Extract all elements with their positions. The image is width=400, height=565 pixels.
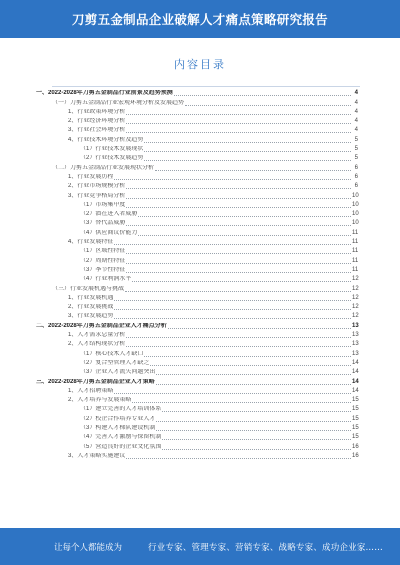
toc-dot-leader bbox=[114, 393, 351, 394]
toc-dot-leader bbox=[114, 179, 351, 180]
toc-entry[interactable] bbox=[0, 162, 400, 171]
toc-entry-page: 15 bbox=[352, 406, 359, 413]
toc-entry-title: （一）刀剪五金制品行业宏观环境分析及发展趋势 bbox=[52, 99, 185, 106]
toc-entry-page: 4 bbox=[354, 108, 358, 115]
toc-dot-leader bbox=[174, 95, 351, 96]
toc-dot-leader bbox=[144, 142, 351, 143]
toc-entry-page: 10 bbox=[352, 192, 359, 199]
toc-entry[interactable] bbox=[0, 116, 400, 125]
toc-entry-page: 5 bbox=[354, 146, 358, 153]
toc-entry-page: 11 bbox=[352, 239, 359, 246]
toc-entry-title: （2）周期性特征 bbox=[80, 257, 126, 264]
toc-entry[interactable] bbox=[0, 311, 400, 320]
toc-entry-page: 15 bbox=[352, 415, 359, 422]
toc-dot-leader bbox=[144, 160, 351, 161]
toc-entry-title: 4、行业发展特征 bbox=[68, 239, 114, 246]
toc-entry-title: （3）构建人才梯队建设机制 bbox=[80, 424, 156, 431]
toc-entry-title: （3）季节性特征 bbox=[80, 266, 126, 273]
toc-entry[interactable] bbox=[0, 283, 400, 292]
toc-entry[interactable] bbox=[0, 200, 400, 209]
toc-dot-leader bbox=[168, 328, 351, 329]
toc-entry[interactable] bbox=[0, 209, 400, 218]
toc-entry-page: 12 bbox=[352, 285, 359, 292]
toc-entry-title: 三、2022-2028年刀剪五金制品企业人才策略 bbox=[36, 378, 155, 385]
toc-entry[interactable] bbox=[0, 339, 400, 348]
toc-entry-page: 14 bbox=[352, 378, 359, 385]
toc-entry-title: 4、行业技术环境分析及趋势 bbox=[68, 136, 144, 143]
toc-entry-title: （4）行业利润水平 bbox=[80, 276, 132, 283]
toc-entry-title: （2）行业技术发展趋势 bbox=[80, 155, 144, 162]
toc-entry[interactable] bbox=[0, 246, 400, 255]
toc-dot-leader bbox=[132, 281, 351, 282]
toc-entry-title: 1、人才需求总量分析 bbox=[68, 332, 126, 339]
toc-entry[interactable] bbox=[0, 218, 400, 227]
toc-entry[interactable] bbox=[0, 255, 400, 264]
toc-dot-leader bbox=[126, 132, 351, 133]
toc-entry[interactable] bbox=[0, 367, 400, 376]
toc-entry-title: 3、行业竞争格局分析 bbox=[68, 192, 126, 199]
toc-dot-leader bbox=[125, 291, 351, 292]
toc-dot-leader bbox=[126, 225, 351, 226]
page-title: 内容目录 bbox=[174, 58, 226, 71]
toc-entry[interactable] bbox=[0, 293, 400, 302]
toc-dot-leader bbox=[126, 253, 351, 254]
toc-entry-title: 3、人才策略实施建议 bbox=[68, 452, 126, 459]
table-of-contents bbox=[0, 88, 400, 460]
toc-dot-leader bbox=[156, 421, 351, 422]
toc-dot-leader bbox=[162, 439, 351, 440]
toc-entry-page: 6 bbox=[354, 173, 358, 180]
toc-entry-title: （2）校企合作培养专业人才 bbox=[80, 415, 156, 422]
footer-bar bbox=[0, 528, 400, 565]
toc-entry[interactable] bbox=[0, 274, 400, 283]
toc-entry[interactable] bbox=[0, 144, 400, 153]
toc-entry-title: （2）复合型管理人才缺乏 bbox=[80, 359, 150, 366]
toc-dot-leader bbox=[155, 170, 351, 171]
title-divider bbox=[52, 86, 360, 87]
toc-entry-title: 3、行业社会环境分析 bbox=[68, 127, 126, 134]
toc-entry-page: 16 bbox=[352, 443, 359, 450]
toc-dot-leader bbox=[126, 458, 351, 459]
toc-dot-leader bbox=[114, 244, 351, 245]
toc-entry-title: （2）潜在进入者威胁 bbox=[80, 211, 138, 218]
toc-dot-leader bbox=[144, 151, 351, 152]
toc-entry-page: 12 bbox=[352, 304, 359, 311]
toc-entry-page: 4 bbox=[354, 90, 358, 97]
toc-entry[interactable] bbox=[0, 302, 400, 311]
toc-entry[interactable] bbox=[0, 227, 400, 236]
toc-entry-page: 14 bbox=[352, 369, 359, 376]
toc-entry-page: 12 bbox=[352, 294, 359, 301]
toc-entry[interactable] bbox=[0, 237, 400, 246]
toc-entry-title: 二、2022-2028年刀剪五金制品企业人才痛点分析 bbox=[36, 322, 167, 329]
toc-entry-page: 14 bbox=[352, 359, 359, 366]
toc-entry-title: 1、行业发展历程 bbox=[68, 173, 114, 180]
toc-dot-leader bbox=[114, 300, 351, 301]
toc-entry[interactable] bbox=[0, 432, 400, 441]
toc-entry[interactable] bbox=[0, 358, 400, 367]
toc-entry-page: 15 bbox=[352, 424, 359, 431]
toc-entry[interactable] bbox=[0, 404, 400, 413]
toc-entry-page: 10 bbox=[352, 211, 359, 218]
toc-entry-page: 5 bbox=[354, 155, 358, 162]
toc-entry-page: 10 bbox=[352, 220, 359, 227]
toc-entry[interactable] bbox=[0, 153, 400, 162]
toc-entry[interactable] bbox=[0, 190, 400, 199]
toc-dot-leader bbox=[126, 346, 351, 347]
toc-entry-page: 4 bbox=[354, 127, 358, 134]
toc-entry-title: （三）行业发展机遇与挑战 bbox=[52, 285, 125, 292]
toc-dot-leader bbox=[162, 449, 351, 450]
toc-entry-title: （4）供应商议价能力 bbox=[80, 229, 138, 236]
toc-dot-leader bbox=[126, 337, 351, 338]
toc-entry-title: （二）刀剪五金制品行业发展现状分析 bbox=[52, 164, 155, 171]
toc-entry-title: （3）替代品威胁 bbox=[80, 220, 126, 227]
toc-entry[interactable] bbox=[0, 265, 400, 274]
toc-dot-leader bbox=[126, 207, 351, 208]
toc-entry[interactable] bbox=[0, 181, 400, 190]
toc-entry[interactable] bbox=[0, 330, 400, 339]
toc-dot-leader bbox=[156, 384, 351, 385]
toc-entry-page: 11 bbox=[352, 248, 359, 255]
toc-dot-leader bbox=[114, 309, 351, 310]
toc-dot-leader bbox=[126, 114, 351, 115]
toc-entry[interactable] bbox=[0, 125, 400, 134]
toc-entry-title: 3、行业发展趋势 bbox=[68, 313, 114, 320]
toc-entry-page: 4 bbox=[354, 99, 358, 106]
toc-entry[interactable] bbox=[0, 423, 400, 432]
toc-entry-page: 6 bbox=[354, 164, 358, 171]
toc-entry[interactable] bbox=[0, 395, 400, 404]
toc-entry-page: 15 bbox=[352, 434, 359, 441]
toc-entry[interactable] bbox=[0, 320, 400, 329]
toc-dot-leader bbox=[114, 318, 351, 319]
header-title: 刀剪五金制品企业破解人才痛点策略研究报告 bbox=[71, 12, 328, 27]
toc-dot-leader bbox=[126, 198, 351, 199]
toc-entry-page: 13 bbox=[352, 322, 359, 329]
toc-entry-title: （4）完善人才激励与保留机制 bbox=[80, 434, 162, 441]
toc-entry[interactable] bbox=[0, 172, 400, 181]
toc-entry-page: 13 bbox=[352, 332, 359, 339]
toc-entry-title: 1、人才招聘策略 bbox=[68, 387, 114, 394]
footer-slogan-right: 行业专家、管理专家、营销专家、战略专家、成功企业家…… bbox=[148, 542, 383, 553]
toc-entry-title: 1、行业发展机遇 bbox=[68, 294, 114, 301]
toc-entry[interactable] bbox=[0, 451, 400, 460]
toc-entry-page: 14 bbox=[352, 387, 359, 394]
toc-entry-page: 10 bbox=[352, 201, 359, 208]
toc-entry[interactable] bbox=[0, 441, 400, 450]
toc-dot-leader bbox=[132, 402, 351, 403]
toc-entry-title: （1）市场集中度 bbox=[80, 201, 126, 208]
toc-entry-title: （1）行业技术发展现状 bbox=[80, 146, 144, 153]
toc-entry-title: （1）建立完善的人才培训体系 bbox=[80, 406, 162, 413]
toc-entry-page: 13 bbox=[352, 350, 359, 357]
toc-entry-page: 16 bbox=[352, 452, 359, 459]
toc-entry-page: 11 bbox=[352, 229, 359, 236]
toc-entry-title: 2、行业经济环境分析 bbox=[68, 118, 126, 125]
toc-entry[interactable] bbox=[0, 88, 400, 97]
toc-dot-leader bbox=[126, 272, 351, 273]
toc-dot-leader bbox=[138, 216, 351, 217]
toc-entry-title: 一、2022-2028年刀剪五金制品行业前景及趋势预测 bbox=[36, 90, 173, 97]
toc-dot-leader bbox=[150, 365, 351, 366]
toc-entry-title: （1）区域性特征 bbox=[80, 248, 126, 255]
toc-entry-title: 2、行业发展挑战 bbox=[68, 304, 114, 311]
toc-dot-leader bbox=[156, 430, 351, 431]
toc-entry-page: 12 bbox=[352, 313, 359, 320]
toc-entry-title: 2、行业市场规模分析 bbox=[68, 183, 126, 190]
toc-entry-page: 11 bbox=[352, 266, 359, 273]
toc-dot-leader bbox=[126, 263, 351, 264]
toc-entry-page: 15 bbox=[352, 397, 359, 404]
toc-entry-title: （1）核心技术人才缺口 bbox=[80, 350, 144, 357]
toc-entry[interactable] bbox=[0, 386, 400, 395]
toc-entry[interactable] bbox=[0, 97, 400, 106]
toc-dot-leader bbox=[138, 235, 351, 236]
toc-dot-leader bbox=[156, 374, 351, 375]
toc-entry-page: 4 bbox=[354, 118, 358, 125]
toc-entry-title: （3）企业人才流失问题突出 bbox=[80, 369, 156, 376]
footer-slogan-left: 让每个人都能成为 bbox=[54, 542, 123, 553]
header-bar bbox=[0, 0, 400, 38]
toc-entry[interactable] bbox=[0, 107, 400, 116]
toc-entry[interactable] bbox=[0, 348, 400, 357]
toc-dot-leader bbox=[126, 188, 351, 189]
toc-entry-title: 2、人才培养与发展策略 bbox=[68, 397, 132, 404]
toc-entry-page: 12 bbox=[352, 276, 359, 283]
toc-entry-title: 1、行业政策环境分析 bbox=[68, 108, 126, 115]
toc-dot-leader bbox=[144, 356, 351, 357]
toc-entry[interactable] bbox=[0, 376, 400, 385]
toc-dot-leader bbox=[126, 123, 351, 124]
toc-entry-page: 11 bbox=[352, 257, 359, 264]
toc-entry-title: （5）营造良好的企业文化氛围 bbox=[80, 443, 162, 450]
toc-entry[interactable] bbox=[0, 134, 400, 143]
toc-entry-title: 2、人才结构现状分析 bbox=[68, 341, 126, 348]
toc-entry-page: 5 bbox=[354, 136, 358, 143]
toc-dot-leader bbox=[185, 105, 351, 106]
toc-entry-page: 6 bbox=[354, 183, 358, 190]
toc-dot-leader bbox=[162, 411, 351, 412]
toc-entry-page: 13 bbox=[352, 341, 359, 348]
toc-entry[interactable] bbox=[0, 413, 400, 422]
